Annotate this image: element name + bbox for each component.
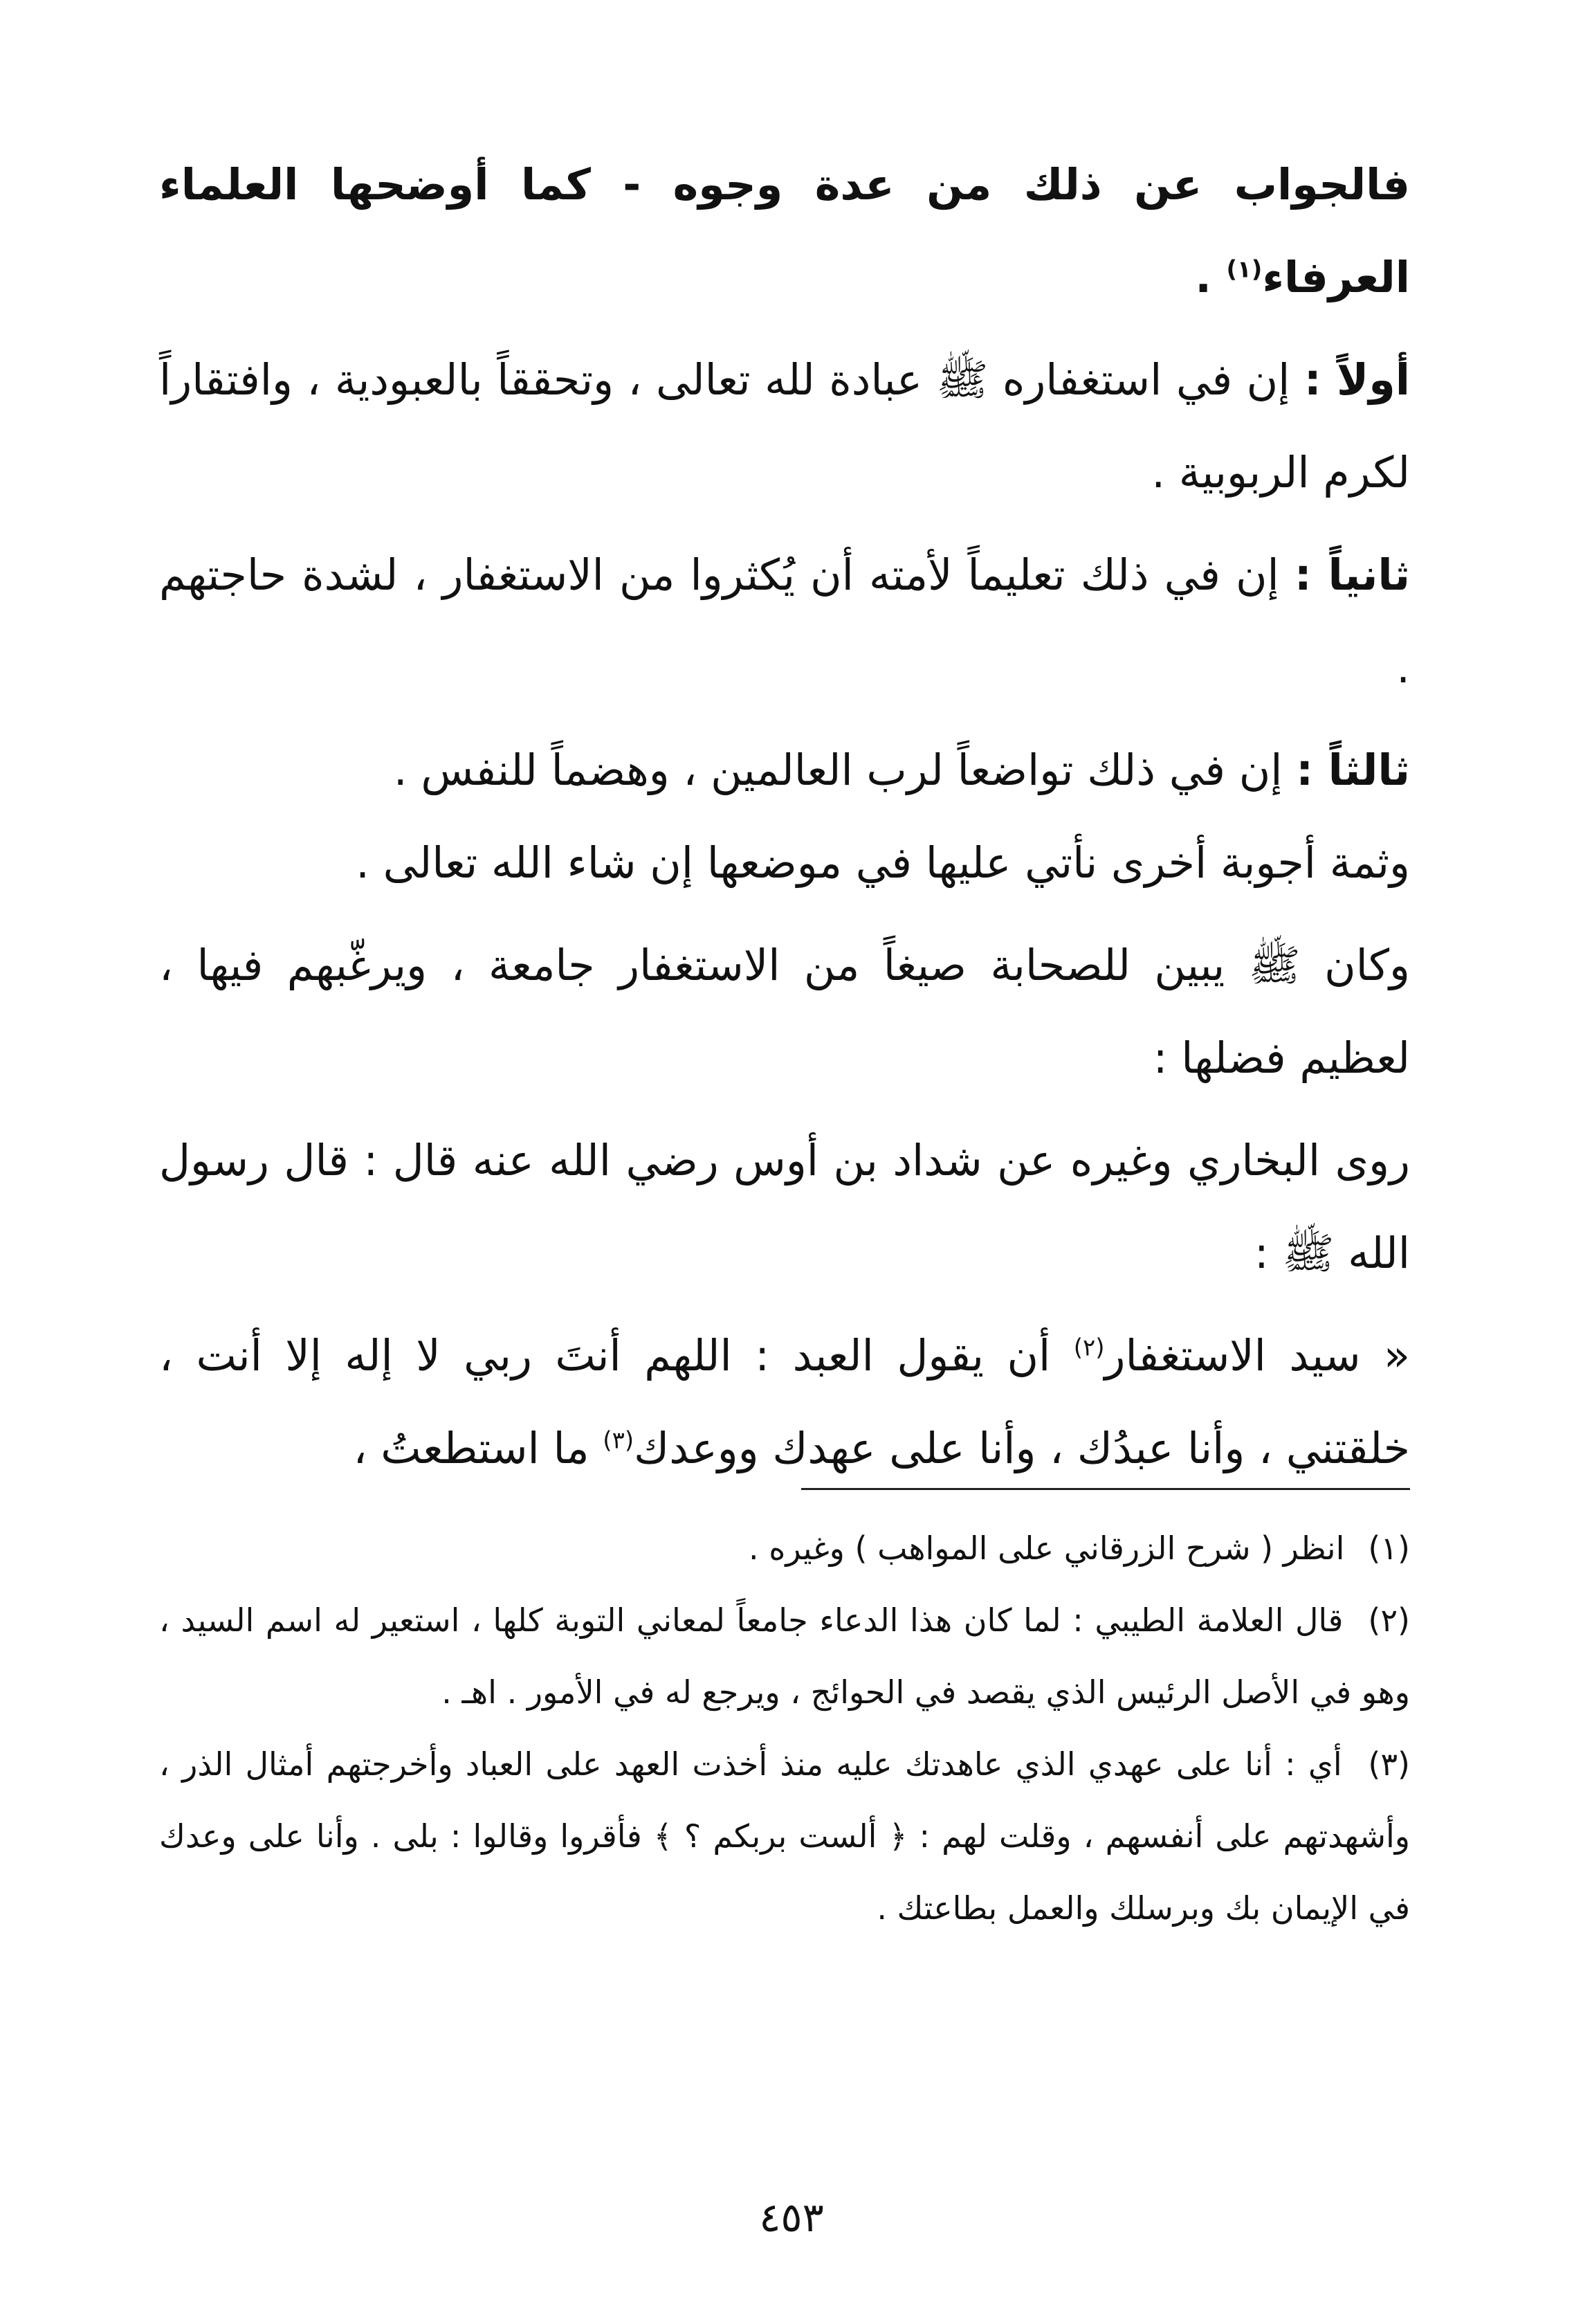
paragraph-text: فالجواب عن ذلك من عدة وجوه - كما أوضحها العلماء العرفاء [159, 159, 1410, 302]
reason-text-second: إن في ذلك تعليماً لأمته أن يُكثروا من الاستغفار ، لشدة حاجتهم . [159, 550, 1410, 693]
reason-text-third: إن في ذلك تواضعاً لرب العالمين ، وهضماً للنفس . [393, 745, 1297, 795]
footnote-2 [159, 1584, 1410, 1728]
reason-label-first: أولاً : [1303, 354, 1410, 405]
reason-label-third: ثالثاً : [1296, 745, 1410, 795]
footnote-separator [801, 1488, 1410, 1490]
paragraph-other-answers: وثمة أجوبة أخرى نأتي عليها في موضعها إن شاء الله تعالى . [356, 837, 1410, 888]
footnote-1 [159, 1512, 1410, 1584]
reason-text-first: إن في استغفاره ﷺ عبادة لله تعالى ، وتحققاً بالعبودية ، وافتقاراً لكرم الربوبية . [159, 354, 1410, 498]
paragraph-third-reason [159, 724, 1410, 817]
paragraph-answer-intro [159, 138, 1410, 324]
footnote-3 [159, 1728, 1410, 1944]
footnote-ref-3: (٣) [603, 1426, 634, 1455]
footnote-ref-2: (٢) [1073, 1334, 1105, 1362]
page-number: ٤٥٣ [759, 2194, 824, 2241]
hadith-text-start: « سيد الاستغفار [1104, 1330, 1410, 1381]
hadith-text-end: ما استطعتُ ، [353, 1423, 603, 1473]
paragraph-hadith-chain: روى البخاري وغيره عن شداد بن أوس رضي الله عنه قال : قال رسول الله ﷺ : [159, 1135, 1410, 1278]
paragraph-hadith-text [159, 1309, 1410, 1495]
footnote-number: (٣) [1368, 1745, 1410, 1783]
paragraph-end: . [1195, 252, 1227, 302]
reason-label-second: ثانياً : [1294, 550, 1410, 600]
paragraph-first-reason [159, 334, 1410, 519]
footnotes [159, 1512, 1410, 1944]
main-text [159, 138, 1410, 1495]
footnote-text: أي : أنا على عهدي الذي عاهدتك عليه منذ أخذت العهد على العباد وأخرجتهم أمثال الذر ، وأشهدتهم على أنفسهم ، وقلت لهم : ﴿ ألست بربكم ؟ ﴾ فأقروا وقالوا : بلى . وأنا على وعدك في الإيمان بك وبرسلك والعمل بطاعتك . [159, 1745, 1410, 1927]
paragraph-second-reason [159, 529, 1410, 714]
footnote-ref-1: (١) [1226, 255, 1263, 284]
hadith-text-middle: أن يقول العبد : اللهم أنتَ ربي لا إله إلا أنت ، خلقتني ، وأنا عبدُك ، وأنا على عهدك ووعدك [159, 1330, 1410, 1473]
footnote-number: (١) [1368, 1529, 1410, 1567]
footnote-text: قال العلامة الطيبي : لما كان هذا الدعاء جامعاً لمعاني التوبة كلها ، استعير له اسم السيد ، وهو في الأصل الرئيس الذي يقصد في الحوائج ، ويرجع له في الأمور . اهـ . [159, 1601, 1410, 1711]
footnote-text: انظر ( شرح الزرقاني على المواهب ) وغيره . [749, 1529, 1345, 1567]
footnote-number: (٢) [1368, 1601, 1410, 1639]
paragraph-companions: وكان ﷺ يبين للصحابة صيغاً من الاستغفار جامعة ، ويرغّبهم فيها ، لعظيم فضلها : [159, 940, 1410, 1083]
